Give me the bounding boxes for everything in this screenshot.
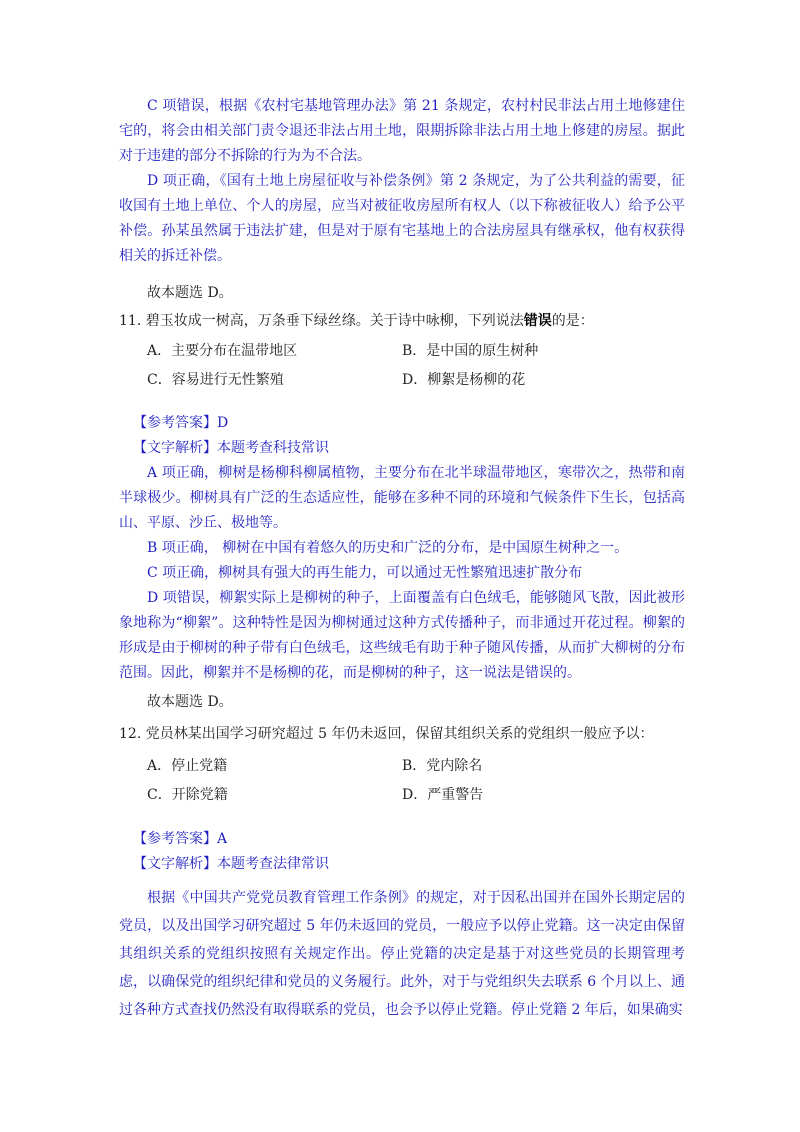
q12-option-c: C．开除党籍 (147, 787, 228, 803)
q11-option-b: B．是中国的原生树种 (402, 343, 539, 359)
q11-explanation-b: B 项正确， 柳树在中国有着悠久的历史和广泛的分布，是中国原生树种之一。 (147, 540, 629, 556)
q11-option-c: C．容易进行无性繁殖 (147, 372, 284, 388)
q12-analysis-title: 【文字解析】本题考查法律常识 (133, 856, 329, 872)
q11-explanation-d: D 项错误，柳絮实际上是柳树的种子，上面覆盖有白色绒毛，能够随风飞散，因此被形象地称为“柳絮”。这种特性是因为柳树通过这种方式传播种子，而非通过开花过程。柳絮的形成是由于柳树的种子带有白色绒毛，这些绒毛有助于种子随风传播，从而扩大柳树的分布范围。因此，柳絮并不是杨柳的花，而是柳树的种子，这一说法是错误的。 (119, 590, 685, 681)
q11-conclusion: 故本题选 D。 (147, 694, 233, 710)
q10-conclusion: 故本题选 D。 (147, 285, 233, 301)
q11-option-d: D．柳絮是杨柳的花 (402, 372, 526, 388)
q11-stem-bold: 错误 (523, 313, 552, 329)
q12-option-b: B．党内除名 (402, 758, 483, 774)
q11-stem (119, 309, 685, 334)
q11-explanation-a: A 项正确，柳树是杨柳科柳属植物，主要分布在北半球温带地区，寒带次之，热带和南半球极少。柳树具有广泛的生态适应性，能够在多种不同的环境和气候条件下生长，包括高山、平原、沙丘、极地等。 (119, 465, 685, 531)
q11-explanation-c: C 项正确，柳树具有强大的再生能力，可以通过无性繁殖迅速扩散分布 (147, 565, 583, 581)
option-d-explanation: D 项正确，《国有土地上房屋征收与补偿条例》第 2 条规定，为了公共利益的需要，征收国有土地上单位、个人的房屋，应当对被征收房屋所有权人（以下称被征收人）给予公平补偿。孙某虽然属于违法扩建，但是对于原有宅基地上的合法房屋具有继承权，他有权获得相关的拆迁补偿。 (119, 173, 685, 264)
q12-explanation: 根据《中国共产党党员教育管理工作条例》的规定，对于因私出国并在国外长期定居的党员，以及出国学习研究超过 5 年仍未返回的党员，一般应予以停止党籍。这一决定由保留其组织关系的党组织按照有关规定作出。停止党籍的决定是基于对这些党员的长期管理考虑，以确保党的组织纪律和党员的义务履行。此外，对于与党组织失去联系 6 个月以上、通过各种方式查找仍然没有取得联系的党员，也会予以停止党籍。停止党籍 2 年后，如果确实 (119, 890, 685, 1018)
q12-answer: 【参考答案】A (133, 831, 228, 847)
q11-option-a: A．主要分布在温带地区 (147, 343, 298, 359)
q11-stem-prefix: 11. 碧玉妆成一树高，万条垂下绿丝绦。关于诗中咏柳，下列说法 (119, 313, 524, 329)
q12-option-a: A．停止党籍 (147, 758, 228, 774)
q11-stem-suffix: 的是： (551, 313, 594, 329)
q12-stem: 12. 党员林某出国学习研究超过 5 年仍未返回，保留其组织关系的党组织一般应予以： (119, 726, 654, 742)
q11-analysis-title: 【文字解析】本题考查科技常识 (133, 440, 329, 456)
q11-answer: 【参考答案】D (133, 415, 229, 431)
q12-option-d: D．严重警告 (402, 787, 484, 803)
option-c-explanation: C 项错误，根据《农村宅基地管理办法》第 21 条规定，农村村民非法占用土地修建住宅的，将会由相关部门责令退还非法占用土地，限期拆除非法占用土地上修建的房屋。据此对于违建的部分不拆除的行为为不合法。 (119, 98, 685, 164)
